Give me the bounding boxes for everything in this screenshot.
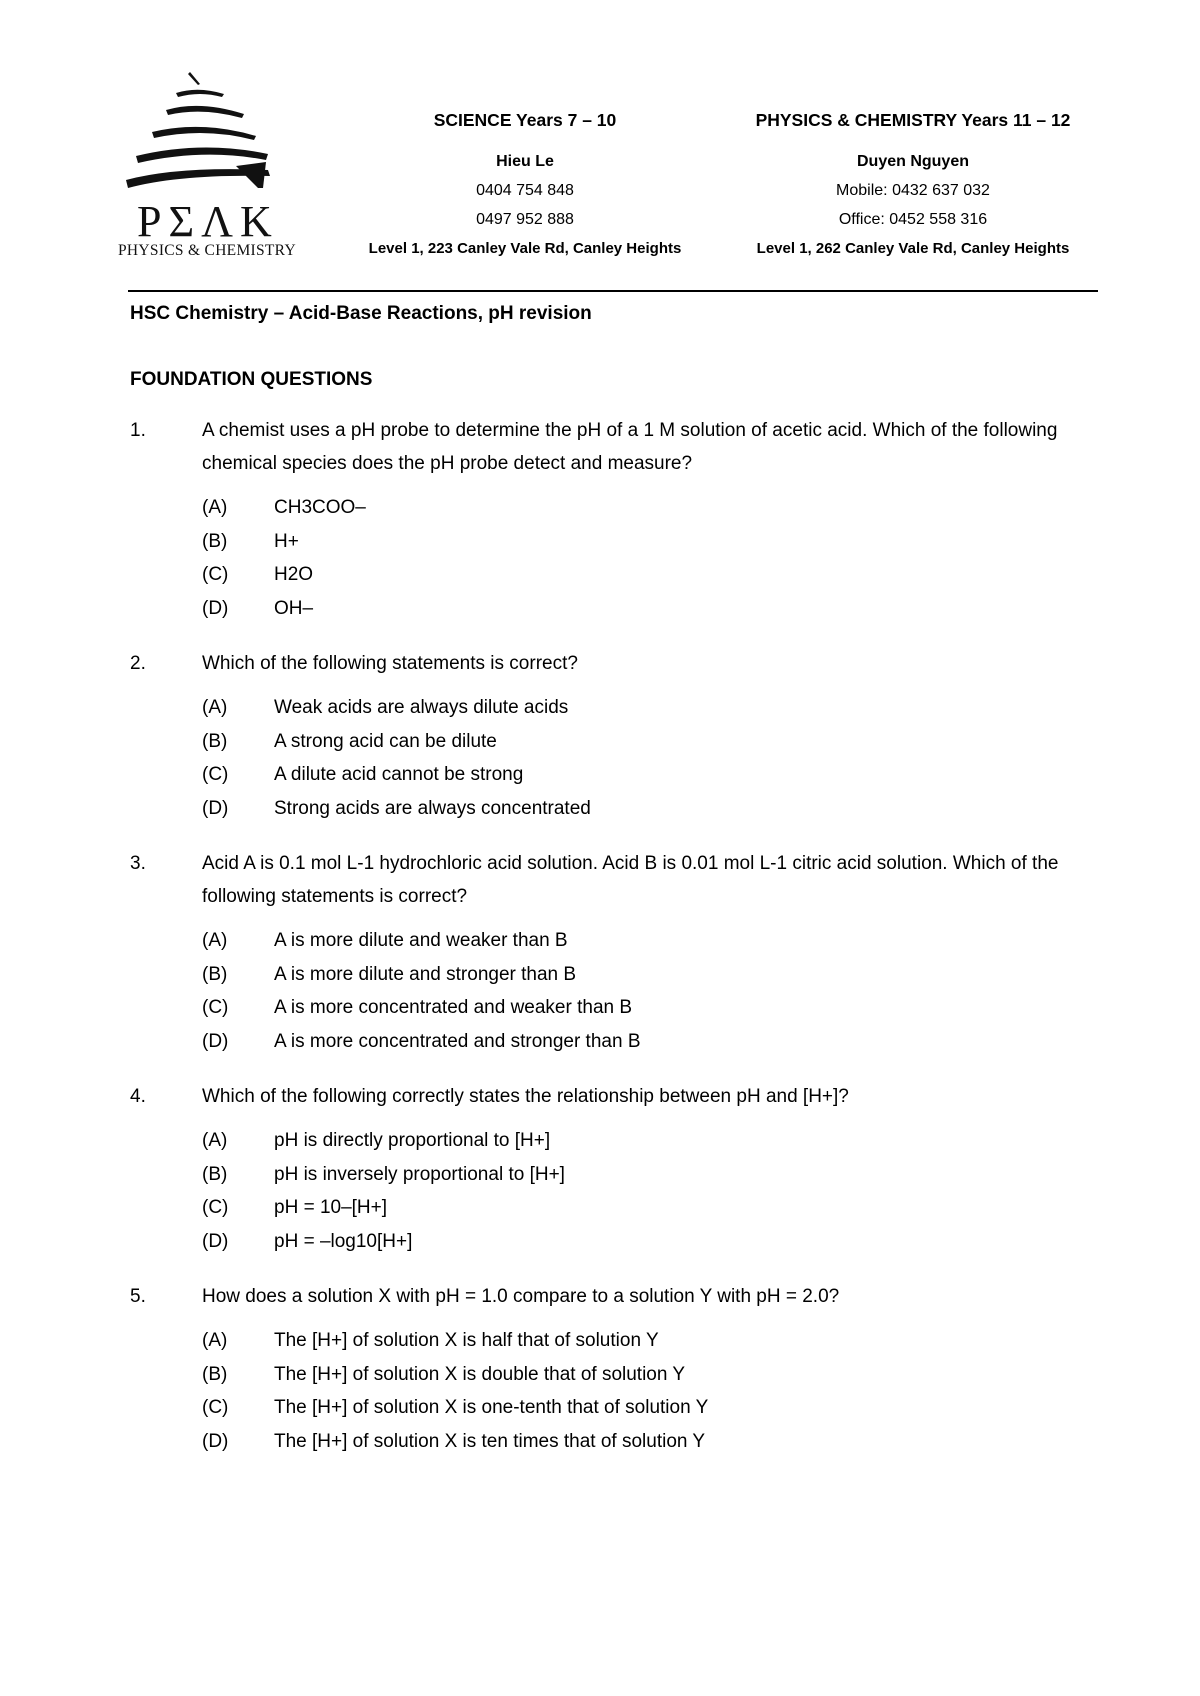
option-text: A dilute acid cannot be strong	[274, 764, 524, 785]
option-d	[202, 1025, 1100, 1059]
option-label: (B)	[202, 730, 228, 752]
option-text: pH = –log10[H+]	[274, 1230, 413, 1252]
option-text: The [H+] of solution X is one-tenth that of solution Y	[274, 1397, 709, 1418]
physchem-mobile: Mobile: 0432 637 032	[836, 182, 990, 199]
question-text: Acid A is 0.1 mol L-1 hydrochloric acid solution. Acid B is 0.01 mol L-1 citric acid solution. Which of the following statements is correct?	[202, 853, 1059, 907]
physchem-heading: PHYSICS & CHEMISTRY Years 11 – 12	[755, 110, 1071, 130]
option-label: (D)	[202, 797, 229, 819]
option-label: (B)	[202, 963, 228, 985]
option-text: The [H+] of solution X is double that of solution Y	[274, 1363, 686, 1385]
option-label: (C)	[202, 764, 229, 785]
option-label: (B)	[202, 1363, 228, 1385]
physchem-contact-name: Duyen Nguyen	[856, 153, 969, 170]
option-c	[202, 758, 1100, 792]
option-c	[202, 558, 1100, 592]
question-number: 2.	[130, 653, 146, 674]
option-label: (A)	[202, 1330, 228, 1351]
option-text: pH = 10–[H+]	[274, 1197, 388, 1218]
option-text: H+	[274, 530, 299, 552]
worksheet-body	[130, 300, 1100, 1458]
option-text: A is more concentrated and stronger than B	[274, 1030, 641, 1052]
question-number: 3.	[130, 853, 146, 874]
option-label: (D)	[202, 1230, 229, 1252]
physchem-office: Office: 0452 558 316	[838, 211, 988, 228]
science-contact-name: Hieu Le	[496, 153, 554, 170]
option-label: (C)	[202, 1397, 229, 1418]
header-divider	[128, 290, 1098, 292]
option-label: (C)	[202, 1197, 229, 1218]
question-3	[130, 847, 1100, 1058]
option-d	[202, 1225, 1100, 1259]
option-c	[202, 1191, 1100, 1225]
option-a	[202, 491, 1100, 525]
question-number: 4.	[130, 1086, 146, 1107]
option-label: (A)	[202, 497, 228, 518]
option-d	[202, 792, 1100, 826]
option-c	[202, 991, 1100, 1025]
question-text: A chemist uses a pH probe to determine the pH of a 1 M solution of acetic acid. Which of the following chemical species does the pH probe detect and measure?	[202, 420, 1058, 474]
option-text: H2O	[274, 564, 314, 585]
section-heading: FOUNDATION QUESTIONS	[130, 369, 373, 390]
worksheet-title: HSC Chemistry – Acid-Base Reactions, pH revision	[130, 303, 592, 324]
question-1	[130, 414, 1100, 625]
option-a	[202, 1324, 1100, 1358]
option-b	[202, 525, 1100, 559]
physchem-address: Level 1, 262 Canley Vale Rd, Canley Heights	[756, 240, 1070, 257]
option-c	[202, 1391, 1100, 1425]
option-b	[202, 1158, 1100, 1192]
option-text: Strong acids are always concentrated	[274, 797, 591, 819]
option-text: A is more dilute and weaker than B	[274, 930, 568, 951]
option-text: The [H+] of solution X is half that of solution Y	[274, 1330, 659, 1351]
option-text: pH is inversely proportional to [H+]	[274, 1163, 565, 1185]
option-b	[202, 725, 1100, 759]
question-number: 5.	[130, 1286, 146, 1307]
option-text: Weak acids are always dilute acids	[274, 697, 569, 718]
physchem-contact-block	[728, 106, 1098, 263]
option-text: A is more dilute and stronger than B	[274, 963, 577, 985]
option-text: pH is directly proportional to [H+]	[274, 1130, 551, 1151]
option-label: (C)	[202, 564, 229, 585]
option-text: CH3COO–	[274, 497, 366, 518]
option-label: (A)	[202, 697, 228, 718]
option-b	[202, 958, 1100, 992]
question-number: 1.	[130, 420, 146, 441]
logo-subtitle: PHYSICS & CHEMISTRY	[118, 242, 296, 259]
option-d	[202, 1425, 1100, 1459]
option-a	[202, 691, 1100, 725]
option-label: (D)	[202, 1030, 229, 1052]
question-text: Which of the following correctly states the relationship between pH and [H+]?	[202, 1086, 849, 1107]
option-d	[202, 592, 1100, 626]
science-contact-block	[355, 106, 695, 263]
option-label: (B)	[202, 530, 228, 552]
question-2	[130, 647, 1100, 825]
option-text: A is more concentrated and weaker than B	[274, 997, 633, 1018]
question-text: How does a solution X with pH = 1.0 compare to a solution Y with pH = 2.0?	[202, 1286, 840, 1307]
option-label: (D)	[202, 1430, 229, 1452]
logo-wordmark: PΣΛK	[137, 197, 279, 246]
science-heading: SCIENCE Years 7 – 10	[433, 110, 617, 130]
question-5	[130, 1280, 1100, 1458]
option-label: (D)	[202, 597, 229, 619]
option-a	[202, 1124, 1100, 1158]
question-text: Which of the following statements is correct?	[202, 653, 578, 674]
science-phone-2: 0497 952 888	[476, 211, 574, 228]
option-label: (A)	[202, 1130, 228, 1151]
option-a	[202, 924, 1100, 958]
option-label: (A)	[202, 930, 228, 951]
option-label: (C)	[202, 997, 229, 1018]
option-text: A strong acid can be dilute	[274, 730, 497, 752]
option-label: (B)	[202, 1163, 228, 1185]
science-phone-1: 0404 754 848	[476, 182, 574, 199]
option-text: The [H+] of solution X is ten times that of solution Y	[274, 1430, 706, 1452]
option-text: OH–	[274, 597, 314, 619]
option-b	[202, 1358, 1100, 1392]
question-4	[130, 1080, 1100, 1258]
science-address: Level 1, 223 Canley Vale Rd, Canley Heights	[368, 240, 682, 257]
